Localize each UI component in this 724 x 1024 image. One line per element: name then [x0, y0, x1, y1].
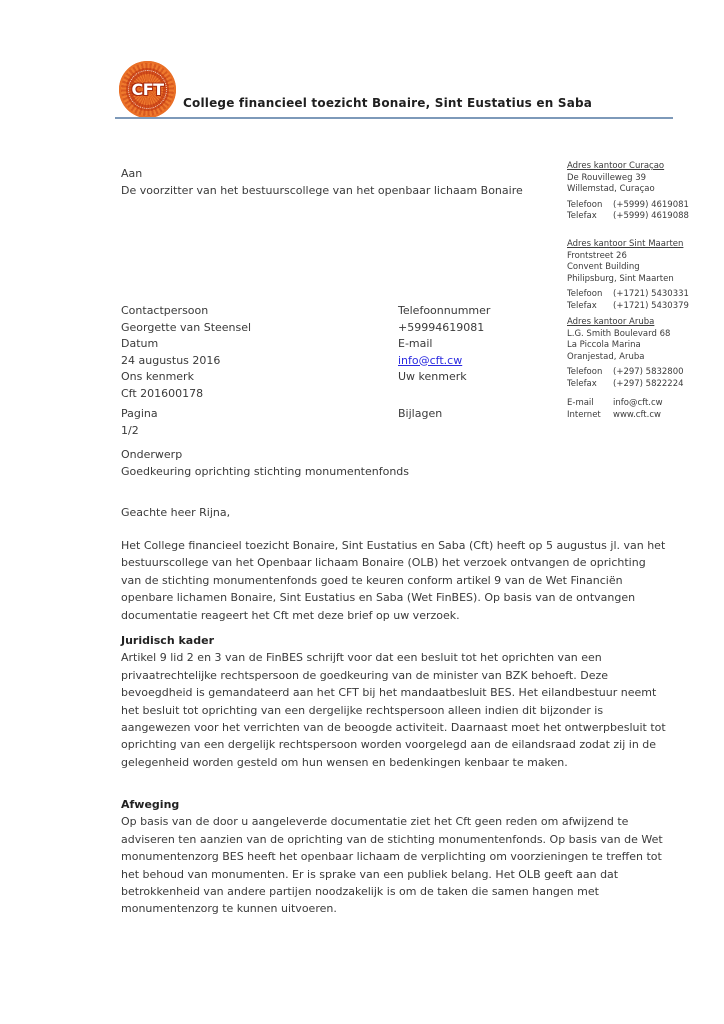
email-link[interactable]: info@cft.cw [398, 353, 463, 367]
subject-label: Onderwerp [121, 448, 183, 461]
office-heading: Adres kantoor Sint Maarten [567, 239, 684, 249]
address-line: La Piccola Marina [567, 340, 641, 350]
phone-row [567, 200, 724, 212]
telefax-label: Telefax [567, 378, 597, 389]
date-value: 24 augustus 2016 [121, 353, 221, 367]
details-row [121, 303, 573, 320]
address-line: Oranjestad, Aruba [567, 351, 645, 362]
section-juridisch-kader [121, 632, 666, 771]
address-line: De Rouvilleweg 39 [567, 172, 647, 183]
organization-title: College financieel toezicht Bonaire, Sint Eustatius en Saba [183, 96, 593, 110]
email-value: info@cft.cw [613, 398, 663, 408]
address-line: Frontstreet 26 [567, 250, 627, 261]
our-reference-value: Cft 201600178 [121, 386, 204, 400]
page-number: 1/2 [121, 423, 139, 437]
intro-paragraph: Het College financieel toezicht Bonaire, Sint Eustatius en Saba (Cft) heeft op 5 augustus jl. van het bestuurscollege van het Openbaar lichaam Bonaire (OLB) het verzoek ontvangen de oprichting van de stichting monumentenfonds goed te keuren conform artikel 9 van de Wet Financiën openbare lichamen Bonaire, Sint Eustatius en Saba (Wet FinBES). Op basis van de ontvangen documentatie reageert het Cft met deze brief op uw verzoek. [121, 539, 666, 622]
address-line: L.G. Smith Boulevard 68 [567, 328, 671, 339]
office-curacao [567, 161, 724, 223]
recipient-label: Aan [121, 167, 143, 180]
office-heading: Adres kantoor Curaçao [567, 161, 665, 171]
salutation: Geachte heer Rijna, [121, 506, 231, 519]
section-paragraph: Op basis van de door u aangeleverde documentatie ziet het Cft geen reden om afwijzend te adviseren ten aanzien van de oprichting van de stichting monumentenfonds. Op basis van de Wet monumentenzorg BES heeft het openbaar lichaam de verplichting om voorzieningen te treffen tot het behoud van monumenten. Er is sprake van een publiek belang. Het OLB geeft aan dat betrokkenheid van andere partijen noodzakelijk is om de taken die samen hangen met monumentenzorg te kunnen uitvoeren. [121, 815, 663, 916]
office-aruba [567, 317, 724, 390]
telefax-label: Telefax [567, 211, 597, 221]
phone-list [567, 289, 724, 312]
details-row [121, 320, 573, 337]
phone-row [567, 211, 724, 223]
cft-logo [119, 61, 176, 118]
address-line: Willemstad, Curaçao [567, 184, 655, 194]
phone-row [567, 301, 724, 313]
telefoon-value: (+5999) 4619081 [613, 199, 689, 210]
phone-list [567, 200, 724, 223]
section-paragraph: Artikel 9 lid 2 en 3 van de FinBES schrijft voor dat een besluit tot het oprichten van een privaatrechtelijke rechtspersoon de goedkeuring van de minister van BZK behoeft. Deze bevoegdheid is gemandateerd aan het CFT bij het mandaatbesluit BES. Het eilandbestuur neemt het besluit tot oprichting van een dergelijke rechtspersoon alleen indien dit bijzonder is aangewezen voor het verrichten van de beoogde activiteit. Daarnaast moet het ontwerpbesluit tot oprichting van een dergelijk rechtspersoon worden voorgelegd aan de eilandsraad zodat zij in de gelegenheid worden gesteld om hun wensen en bedenkingen kenbaar te maken. [121, 651, 666, 769]
office-heading: Adres kantoor Aruba [567, 317, 655, 327]
our-reference-label: Ons kenmerk [121, 370, 194, 383]
date-label: Datum [121, 337, 159, 350]
phone-row [567, 379, 724, 391]
telefax-value: (+1721) 5430379 [613, 300, 689, 311]
cft-logo-text: CFT [131, 79, 164, 99]
recipient-block [121, 165, 523, 199]
details-row [121, 353, 573, 370]
recipient-name: De voorzitter van het bestuurscollege van het openbaar lichaam Bonaire [121, 184, 523, 197]
internet-label: Internet [567, 409, 601, 420]
sidebar-contact [567, 398, 724, 421]
office-sint-maarten [567, 239, 724, 312]
phone-row [567, 289, 724, 301]
telefax-value: (+297) 5822224 [613, 378, 684, 389]
attachments-label: Bijlagen [398, 407, 443, 420]
section-heading: Juridisch kader [121, 634, 214, 647]
telefoon-label: Telefoon [567, 367, 603, 377]
phone-label: Telefoonnummer [398, 304, 491, 317]
phone-list [567, 367, 724, 390]
address-line: Convent Building [567, 262, 640, 272]
address-line: Philipsburg, Sint Maarten [567, 273, 674, 284]
section-heading: Afweging [121, 798, 180, 811]
header-rule [115, 117, 673, 119]
telefoon-label: Telefoon [567, 199, 603, 210]
telefoon-value: (+297) 5832800 [613, 367, 684, 377]
contactperson-label: Contactpersoon [121, 304, 209, 317]
subject-value: Goedkeuring oprichting stichting monumentenfonds [121, 465, 410, 478]
telefoon-label: Telefoon [567, 289, 603, 299]
email-label: E-mail [567, 398, 594, 408]
phone-row [567, 367, 724, 379]
details-row [121, 406, 573, 423]
contact-row [567, 398, 724, 410]
contactperson-value: Georgette van Steensel [121, 320, 252, 334]
subject-block [121, 446, 409, 480]
details-row [121, 369, 573, 386]
telefax-label: Telefax [567, 300, 597, 311]
contact-row [567, 410, 724, 422]
details-row [121, 336, 573, 353]
details-row [121, 423, 573, 440]
telefax-value: (+5999) 4619088 [613, 211, 689, 221]
page-label: Pagina [121, 407, 158, 420]
your-reference-label: Uw kenmerk [398, 370, 467, 383]
section-afweging [121, 796, 666, 918]
details-row [121, 386, 573, 403]
internet-value: www.cft.cw [613, 409, 661, 420]
phone-value: +59994619081 [398, 320, 485, 334]
email-label: E-mail [398, 337, 433, 350]
telefoon-value: (+1721) 5430331 [613, 289, 689, 299]
letter-details [121, 303, 573, 439]
